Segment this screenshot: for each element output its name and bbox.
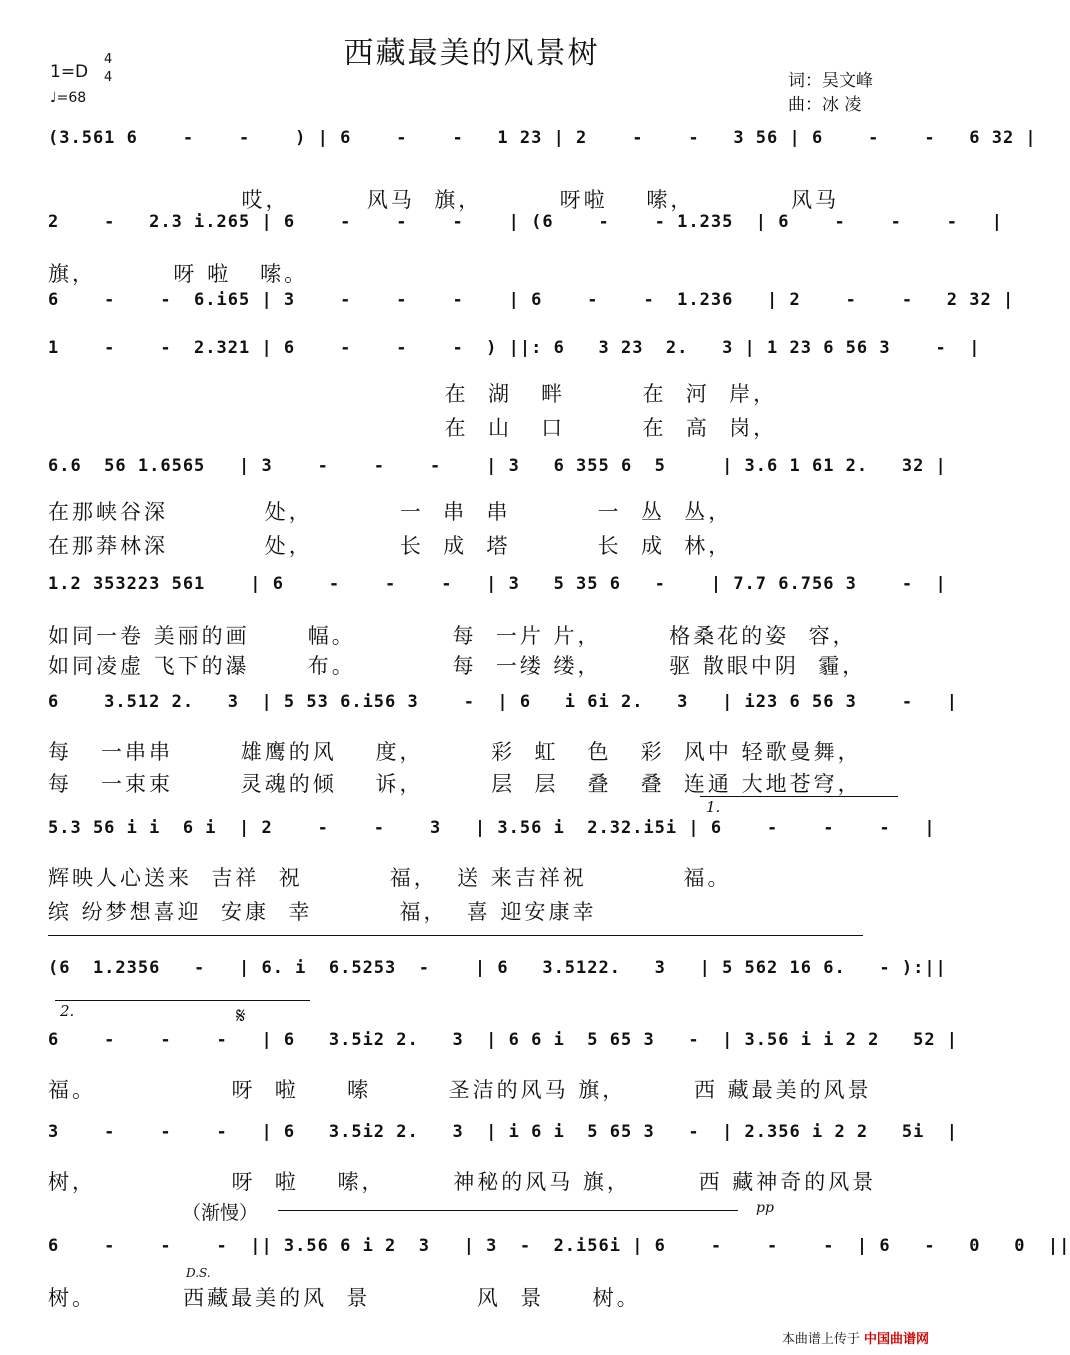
lyric-line: 辉映人心送来 吉祥 祝 福， 送 来吉祥祝 福。 bbox=[48, 866, 732, 890]
notation-row: 6 - - - | 6 3.5i2 2. 3 | 6 6 i 5 65 3 - | 3.56 i i 2 2 52 | bbox=[48, 1030, 959, 1050]
lyric-line: 每 一串串 雄鹰的风 度， 彩 虹 色 彩 风中 轻歌曼舞， bbox=[48, 740, 862, 764]
lyric-line: 每 一束束 灵魂的倾 诉， 层 层 叠 叠 连通 大地苍穹， bbox=[48, 772, 862, 796]
ritardando-marking: （渐慢） bbox=[182, 1202, 259, 1224]
lyric-line: 哎， 风马 旗， 呀啦 嗦， 风马 bbox=[48, 188, 840, 212]
interlude-line bbox=[48, 935, 863, 936]
lyric-line: 如同凌虚 飞下的瀑 布。 每 一缕 缕， 驱 散眼中阴 霾， bbox=[48, 654, 867, 678]
composer-credit: 曲：冰 凌 bbox=[788, 95, 862, 115]
notation-row: 5.3 56 i i 6 i | 2 - - 3 | 3.56 i 2.32.i5i | 6 - - - | bbox=[48, 818, 936, 838]
lyric-line: 树， 呀 啦 嗦， 神秘的风马 旗， 西 藏神奇的风景 bbox=[48, 1170, 877, 1194]
lyric-line: 福。 呀 啦 嗦 圣洁的风马 旗， 西 藏最美的风景 bbox=[48, 1078, 872, 1102]
volta-1-label: 1. bbox=[706, 798, 721, 816]
pianissimo-marking: pp bbox=[756, 1200, 774, 1216]
notation-row: 2 - 2.3 i.265 | 6 - - - | (6 - - 1.235 | 6 - - - | bbox=[48, 212, 1003, 232]
notation-row: 6 3.512 2. 3 | 5 53 6.i56 3 - | 6 i 6i 2. 3 | i23 6 56 3 - | bbox=[48, 692, 959, 712]
notation-row: 6.6 56 1.6565 | 3 - - - | 3 6 355 6 5 | 3.6 1 61 2. 32 | bbox=[48, 456, 947, 476]
notation-row: 6 - - 6.i65 | 3 - - - | 6 - - 1.236 | 2 - - 2 32 | bbox=[48, 290, 1015, 310]
notation-row: 1.2 353223 561 | 6 - - - | 3 5 35 6 - | 7.7 6.756 3 - | bbox=[48, 574, 947, 594]
key-signature: 1=D bbox=[50, 62, 89, 82]
footer-source bbox=[782, 1328, 929, 1347]
song-title: 西藏最美的风景树 bbox=[343, 36, 600, 71]
notation-row: 3 - - - | 6 3.5i2 2. 3 | i 6 i 5 65 3 - | 2.356 i 2 2 5i | bbox=[48, 1122, 959, 1142]
ritardando-line bbox=[278, 1210, 738, 1211]
lyric-line: 如同一卷 美丽的画 幅。 每 一片 片， 格桑花的姿 容， bbox=[48, 624, 857, 648]
lyric-line: 旗， 呀 啦 嗦。 bbox=[48, 262, 309, 286]
lyric-line: 在那峡谷深 处， 一 串 串 一 丛 丛， bbox=[48, 500, 733, 524]
notation-row: 6 - - - || 3.56 6 i 2 3 | 3 - 2.i56i | 6 - - - | 6 - 0 0 || bbox=[48, 1236, 1070, 1256]
lyric-line: 在 山 口 在 高 岗， bbox=[48, 416, 778, 440]
notation-row: (6 1.2356 - | 6. i 6.5253 - | 6 3.5122. 3 | 5 562 16 6. - ):|| bbox=[48, 958, 947, 978]
notation-row: 1 - - 2.321 | 6 - - - ) ||: 6 3 23 2. 3 | 1 23 6 56 3 - | bbox=[48, 338, 981, 358]
lyricist-credit: 词：吴文峰 bbox=[788, 71, 873, 91]
footer-site: 中国曲谱网 bbox=[863, 1332, 929, 1347]
lyric-line: 树。 西藏最美的风 景 风 景 树。 bbox=[48, 1286, 641, 1310]
volta-2-label: 2. bbox=[60, 1002, 75, 1020]
time-signature-top: 4 bbox=[104, 52, 113, 67]
lyric-line: 缤 纷梦想喜迎 安康 幸 福， 喜 迎安康幸 bbox=[48, 900, 597, 924]
segno-sign: 𝄋 bbox=[236, 1004, 246, 1029]
notation-row: (3.561 6 - - ) | 6 - - 1 23 | 2 - - 3 56 | 6 - - 6 32 | bbox=[48, 128, 1037, 148]
time-signature-bottom: 4 bbox=[104, 70, 113, 85]
footer-prefix: 本曲谱上传于 bbox=[781, 1332, 860, 1347]
dal-segno-marking: D.S. bbox=[186, 1266, 211, 1280]
lyric-line: 在那莽林深 处， 长 成 塔 长 成 林， bbox=[48, 534, 733, 558]
volta-1-bracket bbox=[700, 796, 898, 797]
lyric-line: 在 湖 畔 在 河 岸， bbox=[48, 382, 778, 406]
tempo-marking: ♩=68 bbox=[50, 90, 87, 106]
volta-2-bracket bbox=[55, 1000, 310, 1001]
